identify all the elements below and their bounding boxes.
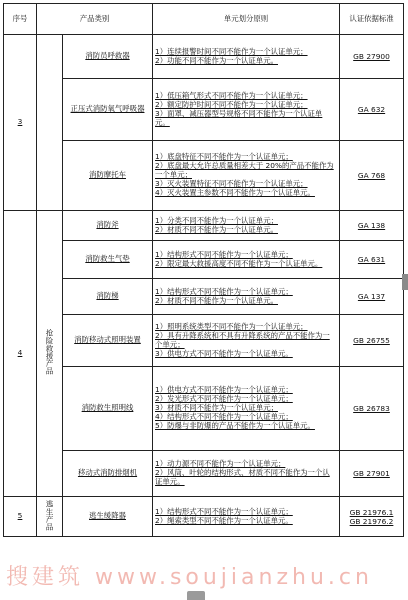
product-name-text: 消防摩托车: [89, 170, 126, 180]
rule-item: 2）材质不同不能作为一个认证单元。: [155, 295, 278, 305]
bottom-expand-tab[interactable]: [187, 591, 205, 600]
rule-item: 1）结构形式不同不能作为一个认证单元；: [155, 506, 293, 516]
rule-item: 2）功能不同不能作为一个认证单元。: [155, 55, 278, 65]
standard-cell: [340, 141, 404, 211]
rule-item: 4）结构形式不同不能作为一个认证单元；: [155, 412, 293, 422]
standard-code: GB 21976.2: [349, 516, 394, 526]
standard-cell: [340, 35, 404, 79]
standard-code: GA 631: [357, 255, 386, 264]
product-name: [63, 241, 153, 279]
rule-item: 1）结构形式不同不能作为一个认证单元；: [155, 249, 293, 259]
product-category-label: 逃生产品: [45, 500, 54, 531]
unit-rules: [153, 35, 340, 79]
table-row: [4, 279, 404, 315]
header-standard: 认证依据标准: [340, 4, 404, 35]
rule-item: 1）动力源不同不能作为一个认证单元；: [155, 459, 286, 469]
rule-item: 2）限定最大救援高度不同不能作为一个认证单元。: [155, 258, 323, 268]
header-seq: 序号: [4, 4, 37, 35]
product-name: [63, 367, 153, 451]
product-name: [63, 315, 153, 367]
standard-code: GB 26755: [353, 336, 390, 345]
table-row: [4, 211, 404, 241]
unit-rules: [153, 367, 340, 451]
rule-item: 5）防爆与非防爆的产品不能作为一个认证单元。: [155, 421, 315, 431]
product-name: [63, 451, 153, 497]
product-name: [63, 211, 153, 241]
rule-list: [153, 215, 339, 236]
rule-item: 3）材质不同不能作为一个认证单元；: [155, 403, 278, 413]
rule-item: 2）底盘最大允许总质量相差大于 20%的产品不能作为一个单元；: [155, 161, 334, 179]
product-name: [63, 35, 153, 79]
standard-cell: [340, 279, 404, 315]
rule-list: [153, 286, 339, 307]
rule-item: 1）底盘特征不同不能作为一个认证单元；: [155, 152, 293, 162]
rule-item: 2）风筒、叶轮的结构形式、材质不同不能作为一个认证单元。: [155, 468, 330, 487]
rule-item: 2）发光形式不同不能作为一个认证单元；: [155, 394, 293, 404]
standard-code: GA 137: [357, 292, 386, 301]
rule-item: 2）材质不同不能作为一个认证单元。: [155, 224, 278, 234]
standard-code: GA 632: [357, 105, 386, 114]
table-row: [4, 35, 404, 79]
rule-item: 1）结构形式不同不能作为一个认证单元；: [155, 286, 293, 296]
header-rule: 单元划分原则: [153, 4, 340, 35]
standard-code: GA 138: [357, 221, 386, 230]
table-row: [4, 367, 404, 451]
rule-list: [153, 321, 339, 359]
product-name-text: 消防移动式照明装置: [74, 335, 141, 345]
standard-code: GB 27900: [353, 52, 390, 61]
product-name-text: 消防斧: [96, 220, 119, 230]
table-row: [4, 451, 404, 497]
rule-list: [153, 46, 339, 67]
table-row: [4, 141, 404, 211]
rule-item: 3）面罩、减压器型号规格不同不能作为一个认证单元。: [155, 109, 323, 127]
standard-cell: [340, 367, 404, 451]
header-category: 产品类别: [37, 4, 153, 35]
rule-item: 2）绳索类型不同不能作为一个认证单元。: [155, 515, 293, 525]
rule-list: [153, 385, 339, 433]
standard-code: GB 27901: [353, 469, 390, 478]
product-category: [37, 497, 63, 537]
rule-item: 3）供电方式不同不能作为一个认证单元。: [155, 348, 293, 358]
rule-list: [153, 459, 339, 488]
unit-rules: [153, 141, 340, 211]
row-seq: 5: [4, 497, 37, 537]
unit-rules: [153, 241, 340, 279]
product-name-text: 正压式消防氧气呼吸器: [70, 104, 145, 114]
standard-code: GA 768: [357, 171, 386, 180]
product-name-text: 逃生缓降器: [89, 511, 126, 521]
product-name-text: 消防救生照明线: [81, 403, 134, 413]
product-name: [63, 141, 153, 211]
product-name-text: 消防救生气垫: [85, 254, 130, 264]
rule-list: [153, 90, 339, 128]
table-row: [4, 79, 404, 141]
rule-list: [153, 506, 339, 527]
table-body: [4, 35, 404, 537]
table-row: [4, 315, 404, 367]
certification-unit-table: [3, 3, 404, 537]
standard-cell: [340, 79, 404, 141]
rule-item: 2）具有升降系统和不具有升降系统的产品不能作为一个单元；: [155, 330, 330, 349]
side-scroll-tab[interactable]: [402, 274, 408, 290]
product-name: [63, 79, 153, 141]
row-seq: 3: [4, 35, 37, 211]
standard-code: GB 26783: [353, 404, 390, 413]
rule-item: 2）额定防护时间不同不能作为一个认证单元；: [155, 99, 308, 109]
product-name-text: 移动式消防排烟机: [77, 468, 138, 478]
rule-list: [153, 249, 339, 270]
rule-list: [153, 152, 339, 199]
rule-item: 1）分类不同不能作为一个认证单元；: [155, 215, 278, 225]
rule-item: 1）连续报警时间不同不能作为一个认证单元；: [155, 46, 308, 56]
rule-item: 3）灭火装置特征不同不能作为一个认证单元；: [155, 179, 308, 189]
product-name-text: 消防员呼救器: [85, 51, 130, 61]
product-name-text: 消防梯: [96, 291, 119, 301]
product-category-label: 抢险救援产品: [45, 329, 54, 375]
rule-item: 4）灭火装置主参数不同不能作为一个认证单元。: [155, 188, 315, 198]
unit-rules: [153, 451, 340, 497]
rule-item: 1）供电方式不同不能作为一个认证单元；: [155, 385, 293, 395]
table-row: [4, 497, 404, 537]
unit-rules: [153, 211, 340, 241]
standard-cell: [340, 451, 404, 497]
unit-rules: [153, 279, 340, 315]
standard-cell: [340, 241, 404, 279]
standard-code: GB 21976.1: [349, 507, 394, 517]
unit-rules: [153, 79, 340, 141]
product-category: [37, 35, 63, 211]
product-name: [63, 279, 153, 315]
standard-cell: [340, 315, 404, 367]
unit-rules: [153, 497, 340, 537]
rule-item: 1）低压箱气形式不同不能作为一个认证单元；: [155, 90, 308, 100]
row-seq: 4: [4, 211, 37, 497]
site-watermark: 搜建筑 www.soujianzhu.cn: [6, 565, 373, 590]
table-row: [4, 241, 404, 279]
product-name: [63, 497, 153, 537]
rule-item: 1）照明系统类型不同不能作为一个认证单元；: [155, 321, 308, 331]
table-header-row: [4, 4, 404, 35]
standard-cell: [340, 211, 404, 241]
unit-rules: [153, 315, 340, 367]
standard-cell: [340, 497, 404, 537]
product-category: [37, 211, 63, 497]
